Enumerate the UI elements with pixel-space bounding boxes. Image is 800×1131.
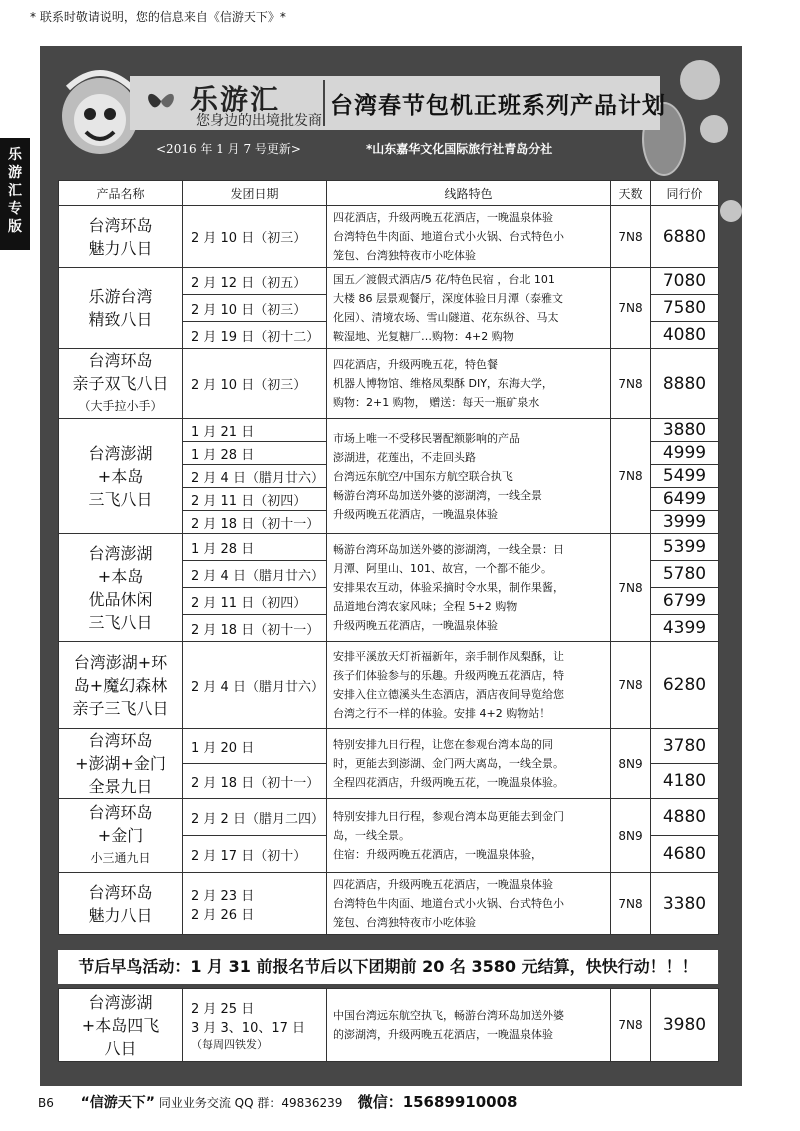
early-bird-promo: 节后早鸟活动：1 月 31 前报名节后以下团期前 20 名 3580 元结算，快快行动！！！ <box>58 950 718 984</box>
blossom-decoration <box>720 200 742 222</box>
trip-days: 7N8 <box>611 268 651 349</box>
header-price: 同行价 <box>651 181 719 206</box>
route-features: 四花酒店，升级两晚五花酒店，一晚温泉体验 台湾特色牛肉面、地道台式小火锅、台式特色小 笼包、台湾独特夜市小吃体验 <box>327 206 611 268</box>
departure-date: 2 月 12 日（初五） <box>183 268 327 295</box>
trade-price: 5499 <box>651 465 719 488</box>
trade-price: 4880 <box>651 799 719 836</box>
trade-price: 3980 <box>651 989 719 1062</box>
route-features: 国五／渡假式酒店/5 花/特色民宿 ，台北 101 大楼 86 层景观餐厅，深度体验日月潭（泰雅文 化园）、清境农场、雪山隧道、花东纵谷、马太 鞍湿地、光复糖厂…购物：4+2 购物 <box>327 268 611 349</box>
departure-date: 2 月 18 日（初十一） <box>183 764 327 799</box>
trade-price: 7080 <box>651 268 719 295</box>
trade-price: 3999 <box>651 511 719 534</box>
trade-price: 6799 <box>651 588 719 615</box>
route-features: 中国台湾远东航空执飞，畅游台湾环岛加送外婆 的澎湖湾，升级两晚五花酒店，一晚温泉体验 <box>327 989 611 1062</box>
page-number: B6 <box>38 1096 54 1110</box>
table-row <box>59 534 719 561</box>
departure-date: 2 月 11 日（初四） <box>183 488 327 511</box>
table-row <box>59 989 719 1062</box>
product-name: 台湾澎湖 +本岛 优品休闲 三飞八日 <box>59 534 183 642</box>
departure-date: 2 月 18 日（初十一） <box>183 511 327 534</box>
departure-date: 2 月 10 日（初三） <box>183 295 327 322</box>
departure-date: 2 月 25 日 3 月 3、10、17 日 （每周四铁发） <box>183 989 327 1062</box>
trip-days: 7N8 <box>611 206 651 268</box>
product-name: 台湾澎湖+环 岛+魔幻森林 亲子三飞八日 <box>59 642 183 729</box>
side-tab-char: 汇 <box>8 183 22 199</box>
product-name: 台湾澎湖 +本岛 三飞八日 <box>59 419 183 534</box>
departure-date: 2 月 10 日（初三） <box>183 206 327 268</box>
departure-date: 1 月 21 日 <box>183 419 327 442</box>
route-features: 安排平溪放天灯祈福新年，亲手制作凤梨酥，让 孩子们体验参与的乐趣。升级两晚五花酒店，特 安排入住立德溪头生态酒店，酒店夜间导览给您 台湾之行不一样的体验。安排 4+2 购物站！ <box>327 642 611 729</box>
page-title: 台湾春节包机正班系列产品计划 <box>330 93 666 119</box>
header-date: 发团日期 <box>183 181 327 206</box>
trip-days: 7N8 <box>611 873 651 935</box>
departure-date: 1 月 20 日 <box>183 729 327 764</box>
blossom-decoration <box>680 60 720 100</box>
trade-price: 4180 <box>651 764 719 799</box>
title-divider <box>323 80 325 126</box>
header-features: 线路特色 <box>327 181 611 206</box>
table-row <box>59 268 719 295</box>
trade-price: 6280 <box>651 642 719 729</box>
page-footer <box>38 1091 518 1112</box>
wechat-contact: 微信：15689910008 <box>357 1093 518 1111</box>
trade-price: 5399 <box>651 534 719 561</box>
trade-price: 3780 <box>651 729 719 764</box>
contact-note: * 联系时敬请说明，您的信息来自《信游天下》* <box>30 10 286 24</box>
departure-date: 2 月 23 日 2 月 26 日 <box>183 873 327 935</box>
trip-days: 8N9 <box>611 799 651 873</box>
route-features: 畅游台湾环岛加送外婆的澎湖湾，一线全景：日 月潭、阿里山、101、故宫，一个都不能少。 安排果农互动，体验采摘时令水果，制作果酱， 品道地台湾农家风味；全程 5+2 购物 升级两晚五花酒店，一晚温泉体验 <box>327 534 611 642</box>
butterfly-logo-icon <box>144 84 178 118</box>
trade-price: 6880 <box>651 206 719 268</box>
trade-price: 4680 <box>651 836 719 873</box>
trip-days: 7N8 <box>611 349 651 419</box>
table-row <box>59 642 719 729</box>
table-row <box>59 419 719 442</box>
side-tab-char: 版 <box>8 219 22 235</box>
departure-date: 1 月 28 日 <box>183 534 327 561</box>
qq-group: 同业业务交流 QQ 群：49836239 <box>158 1096 343 1110</box>
trade-price: 4999 <box>651 442 719 465</box>
trip-days: 7N8 <box>611 419 651 534</box>
side-tab-char: 游 <box>8 165 22 181</box>
trade-price: 6499 <box>651 488 719 511</box>
product-name: 台湾环岛 +金门 小三通九日 <box>59 799 183 873</box>
product-name: 台湾环岛 亲子双飞八日 （大手拉小手） <box>59 349 183 419</box>
product-name: 乐游台湾 精致八日 <box>59 268 183 349</box>
product-name: 台湾环岛 +澎湖+金门 全景九日 <box>59 729 183 799</box>
table-row <box>59 799 719 836</box>
trade-price: 5780 <box>651 561 719 588</box>
blossom-decoration <box>700 115 728 143</box>
route-features: 特别安排九日行程，参观台湾本岛更能去到金门 岛，一线全景。 住宿：升级两晚五花酒店，一晚温泉体验， <box>327 799 611 873</box>
footer-brand: “信游天下” <box>80 1095 155 1111</box>
trade-price: 4399 <box>651 615 719 642</box>
departure-date: 1 月 28 日 <box>183 442 327 465</box>
departure-date: 2 月 4 日（腊月廿六） <box>183 561 327 588</box>
brand-slogan: 您身边的出境批发商 <box>196 113 322 129</box>
trip-days: 7N8 <box>611 642 651 729</box>
table-row <box>59 873 719 935</box>
side-tab-char: 乐 <box>8 147 22 163</box>
departure-date: 2 月 10 日（初三） <box>183 349 327 419</box>
departure-date: 2 月 19 日（初十二） <box>183 322 327 349</box>
departure-date: 2 月 4 日（腊月廿六） <box>183 465 327 488</box>
table-header-row <box>59 181 719 206</box>
route-features: 特别安排九日行程，让您在参观台湾本岛的同 时，更能去到澎湖、金门两大离岛，一线全景。 全程四花酒店，升级两晚五花，一晚温泉体验。 <box>327 729 611 799</box>
route-features: 市场上唯一不受移民署配额影响的产品 澎湖进，花莲出，不走回头路 台湾远东航空/中国东方航空联合执飞 畅游台湾环岛加送外婆的澎湖湾，一线全景 升级两晚五花酒店，一晚温泉体验 <box>327 419 611 534</box>
update-date: <2016 年 1 月 7 号更新> <box>156 142 301 156</box>
last-product-table <box>58 988 719 1062</box>
product-name: 台湾澎湖 +本岛四飞 八日 <box>59 989 183 1062</box>
product-name: 台湾环岛 魅力八日 <box>59 873 183 935</box>
side-tab <box>0 138 30 250</box>
trip-days: 7N8 <box>611 989 651 1062</box>
departure-date: 2 月 4 日（腊月廿六） <box>183 642 327 729</box>
trade-price: 4080 <box>651 322 719 349</box>
product-table <box>58 180 719 935</box>
agency-name: *山东嘉华文化国际旅行社青岛分社 <box>366 142 553 156</box>
side-tab-char: 专 <box>8 201 22 217</box>
brand-name: 乐游汇 <box>190 83 281 116</box>
departure-date: 2 月 2 日（腊月二四） <box>183 799 327 836</box>
trip-days: 8N9 <box>611 729 651 799</box>
table-row <box>59 349 719 419</box>
departure-date: 2 月 17 日（初十） <box>183 836 327 873</box>
trade-price: 8880 <box>651 349 719 419</box>
product-name: 台湾环岛 魅力八日 <box>59 206 183 268</box>
route-features: 四花酒店，升级两晚五花酒店，一晚温泉体验 台湾特色牛肉面、地道台式小火锅、台式特色小 笼包、台湾独特夜市小吃体验 <box>327 873 611 935</box>
trip-days: 7N8 <box>611 534 651 642</box>
trade-price: 3880 <box>651 419 719 442</box>
table-row <box>59 729 719 764</box>
route-features: 四花酒店，升级两晚五花，特色餐 机器人博物馆、维格凤梨酥 DIY，东海大学， 购物：2+1 购物， 赠送：每天一瓶矿泉水 <box>327 349 611 419</box>
table-row <box>59 206 719 268</box>
departure-date: 2 月 18 日（初十一） <box>183 615 327 642</box>
departure-date: 2 月 11 日（初四） <box>183 588 327 615</box>
trade-price: 7580 <box>651 295 719 322</box>
header-name: 产品名称 <box>59 181 183 206</box>
header-days: 天数 <box>611 181 651 206</box>
trade-price: 3380 <box>651 873 719 935</box>
